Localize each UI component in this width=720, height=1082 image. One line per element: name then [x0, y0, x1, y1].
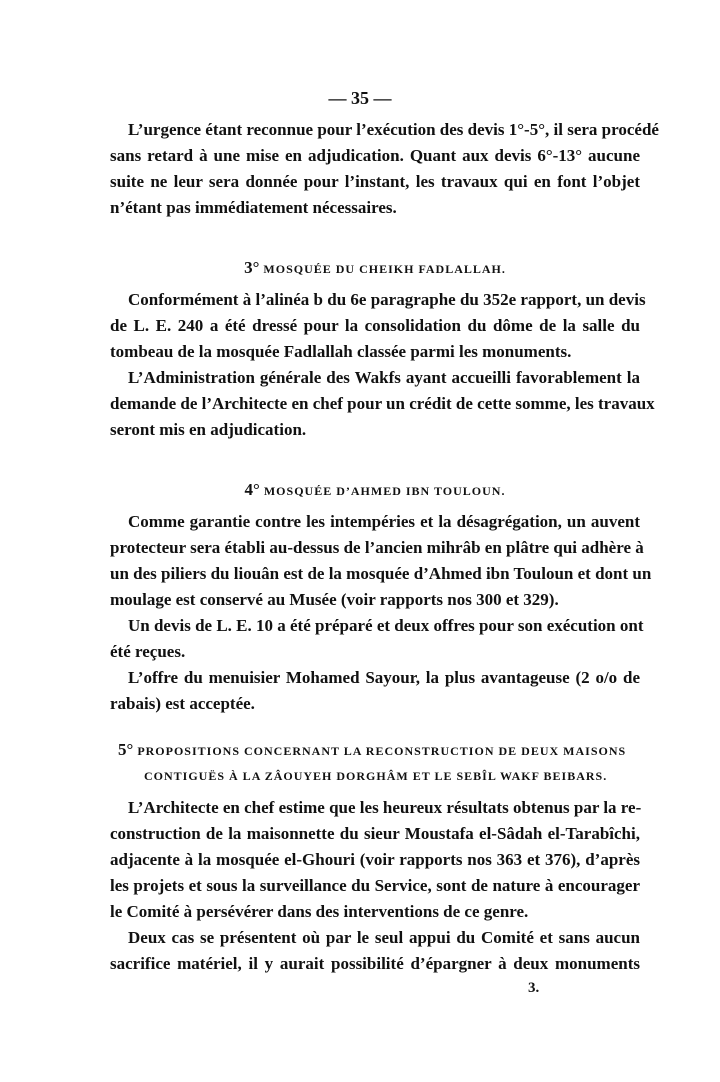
- text-line: un des piliers du liouân est de la mosquée d’Ahmed ibn Touloun et dont un: [110, 564, 652, 583]
- text-line: Conformément à l’alinéa b du 6e paragraphe du 352e rapport, un devis: [128, 290, 646, 309]
- text-line: sacrifice matériel, il y aurait possibilité d’épargner à deux monuments: [110, 954, 640, 973]
- text-line: protecteur sera établi au-dessus de l’ancien mihrâb en plâtre qui adhère à: [110, 538, 644, 557]
- text-line: de L. E. 240 a été dressé pour la consolidation du dôme de la salle du: [110, 316, 640, 335]
- section-mosquee-ibn-touloun: [110, 477, 652, 717]
- text-line: sans retard à une mise en adjudication. Quant aux devis 6°-13° aucune: [110, 146, 640, 165]
- paragraph-urgence: [110, 117, 659, 221]
- section-title: MOSQUÉE D’AHMED IBN TOULOUN.: [263, 484, 506, 498]
- section-propositions-maisons: [110, 737, 640, 977]
- text-line: demande de l’Architecte en chef pour un crédit de cette somme, les travaux: [110, 394, 655, 413]
- signature-mark: 3.: [528, 980, 540, 996]
- text-line: moulage est conservé au Musée (voir rapports nos 300 et 329).: [110, 590, 559, 609]
- text-line: rabais) est acceptée.: [110, 694, 255, 713]
- text-line: Deux cas se présentent où par le seul appui du Comité et sans aucun: [128, 928, 640, 947]
- section-heading: [110, 737, 640, 763]
- page-number: — 35 —: [328, 88, 392, 108]
- section-heading: [110, 477, 640, 503]
- text-line: L’Architecte en chef estime que les heureux résultats obtenus par la re-: [128, 798, 642, 817]
- text-line: L’Administration générale des Wakfs ayant accueilli favorablement la: [128, 368, 640, 387]
- section-number: 3°: [244, 258, 260, 277]
- text-line: suite ne leur sera donnée pour l’instant, les travaux qui en font l’objet: [110, 172, 640, 191]
- text-line: L’offre du menuisier Mohamed Sayour, la plus avantageuse (2 o/o de: [128, 668, 640, 687]
- text-line: le Comité à persévérer dans des interventions de ce genre.: [110, 902, 529, 921]
- section-number: 5°: [118, 740, 134, 759]
- section-heading-continued: CONTIGUËS À LA ZÂOUYEH DORGHÂM ET LE SEBÎL WAKF BEIBARS.: [144, 769, 608, 783]
- text-line: construction de la maisonnette du sieur Moustafa el-Sâdah el-Tarabîchi,: [110, 824, 640, 843]
- section-heading: [110, 255, 640, 281]
- text-line: Comme garantie contre les intempéries et la désagrégation, un auvent: [128, 512, 640, 531]
- section-mosquee-fadlallah: [110, 255, 655, 443]
- text-line: les projets et sous la surveillance du Service, sont de nature à encourager: [110, 876, 640, 895]
- text-line: adjacente à la mosquée el-Ghouri (voir rapports nos 363 et 376), d’après: [110, 850, 640, 869]
- text-line: tombeau de la mosquée Fadlallah classée parmi les monuments.: [110, 342, 572, 361]
- section-title: PROPOSITIONS CONCERNANT LA RECONSTRUCTION DE DEUX MAISONS: [137, 744, 627, 758]
- text-line: seront mis en adjudication.: [110, 420, 307, 439]
- text-line: été reçues.: [110, 642, 186, 661]
- section-number: 4°: [244, 480, 260, 499]
- text-line: n’étant pas immédiatement nécessaires.: [110, 198, 397, 217]
- text-line: Un devis de L. E. 10 a été préparé et deux offres pour son exécution ont: [128, 616, 644, 635]
- text-line: L’urgence étant reconnue pour l’exécution des devis 1°-5°, il sera procédé: [128, 120, 659, 139]
- section-title: MOSQUÉE DU CHEIKH FADLALLAH.: [263, 262, 506, 276]
